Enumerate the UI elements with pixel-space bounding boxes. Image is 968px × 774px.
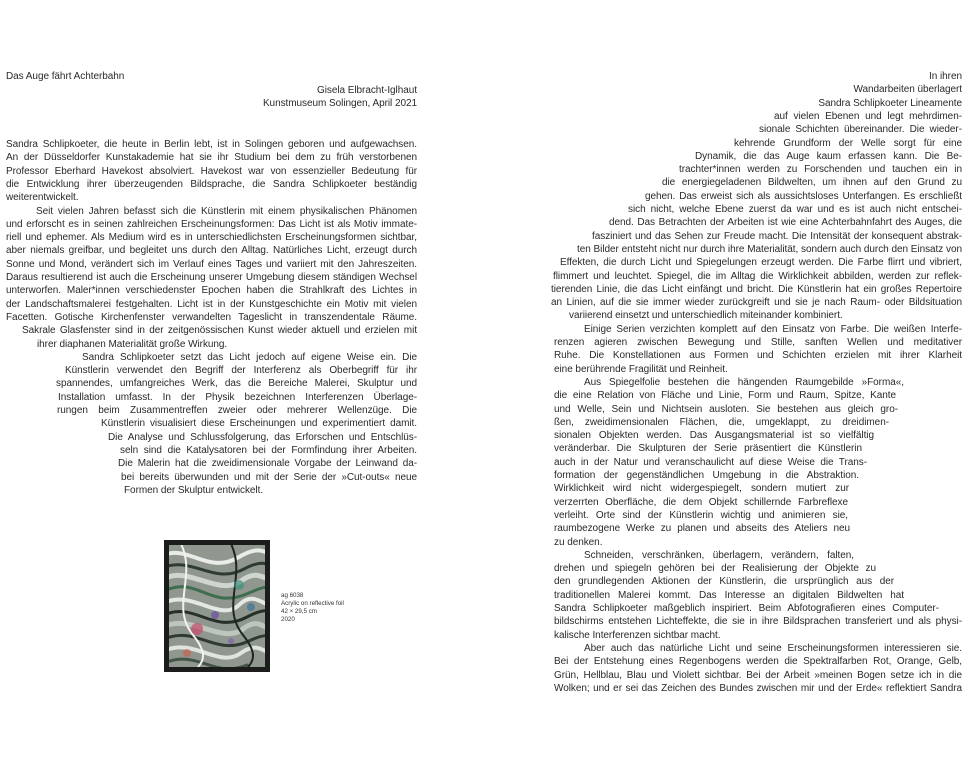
right-body-text-line: Wirklichkeit wird nicht widergespiegelt, sondern mutiert zur [554,483,849,495]
right-body-text-line: verzerrten Oberfläche, die dem Objekt schillernde Farbreflexe [554,496,848,508]
artwork-image [164,540,270,672]
left-body-text-line: An der Düsseldorfer Kunstakademie hat sie ihr Studium bei dem zu früh verstorbenen [6,152,417,164]
left-body-text-line: riell und ephemer. Als Medium wird es in unterschiedlichsten Erscheinungsformen sichtbar, [6,232,417,244]
right-body-text-line: kehrende Grundform der Welle sorgt für eine [734,137,962,149]
right-body-text-line: traditionellen Malerei kommt. Das Interesse an digitalen Bildwelten hat [554,589,904,601]
artwork-painting [169,545,265,667]
right-body-text-line: Grün, Hellblau, Blau und Violett sichtbar. Bei der Arbeit »meinen Bogen setze ich in die [554,669,962,681]
right-body-text-line: den grundlegenden Aktionen der Künstlerin, die ursprünglich aus der [554,576,894,588]
right-body-text-line: Bei der Entstehung eines Regenbogens werden die Spektralfarben Rot, Orange, Gelb, [554,656,962,668]
left-body-text-line: weiterentwickelt. [6,192,79,204]
right-body-text-line: dend. Das Betrachten der Arbeiten ist wie eine Achterbahnfahrt des Auges, die [609,217,962,229]
right-body-text-line: In ihren [929,71,962,82]
right-page [484,0,968,774]
right-body-text-line: zu denken. [554,536,603,548]
right-body-text-line: tierenden Linie, die das Licht einfängt und bricht. Die Künstlerin hat ein großes Repertoire [551,283,962,295]
right-body-text-line: bildschirms entstehen Lichteffekte, die sie in ihre Bildsprachen transferiert und als physi- [554,616,962,628]
right-body-text-line: Aus Spiegelfolie bestehen die hängenden Raumgebilde »Forma«, [584,376,904,388]
left-body-text-line: aber niemals greifbar, und begleitet uns durch den Alltag. Natürliches Licht, erzeugt durch [6,245,417,257]
caption-year: 2020 [281,616,295,623]
right-body-text-line: sionale Schichten übereinander. Die wieder- [759,124,962,136]
left-body-text-line: spannendes, umfangreiches Werk, das die Bereiche Malerei, Skulptur und [56,378,417,390]
right-body-text-line: Einige Serien verzichten komplett auf den Einsatz von Farbe. Die weißen Interfe- [584,323,962,335]
right-body-text-line: und Welle, Sein und Nichtsein ausloten. Sie bestehen aus gleich gro- [554,403,898,415]
author-name: Gisela Elbracht-Iglhaut [316,85,417,96]
right-body-text-line: Aber auch das natürliche Licht und seine Erscheinungsformen interessieren sie. [584,642,962,654]
right-body-text-line: gehen. Das erweist sich als aussichtsloses Unterfangen. Es erschließt [645,190,962,202]
right-body-text-line: drehen und spiegeln gehören bei der Realisierung der Objekte zu [554,563,876,575]
right-body-text-line: ten Bilder entsteht nicht nur durch ihre Materialität, sondern auch durch den Einsatz von [577,243,962,255]
left-body-text-line: Künstlerin verwendet den Begriff der Interferenz als Oberbegriff für ihr [65,365,417,377]
venue-date: Kunstmuseum Solingen, April 2021 [262,98,417,109]
right-body-text-line: die energiegeladenen Bildwelten, um ihnen auf den Grund zu [662,177,962,189]
right-body-text-line: veränderbar. Die Skulpturen der Serie präsentiert die Künstlerin [554,443,862,455]
left-body-text-line: Seit vielen Jahren befasst sich die Künstlerin mit einem physikalischen Phänomen [36,205,417,217]
left-body-text-line: Die Malerin hat die zweidimensionale Vorgabe der Leinwand da- [118,458,417,470]
left-body-text-line: Professor Eberhard Havekost absolviert. Havekost war von essenzieller Bedeutung für [6,165,417,177]
left-body-text-line: seln sind die Katalysatoren bei der Formfindung ihrer Arbeiten. [120,444,417,456]
left-body-text-line: Die Analyse und Schlussfolgerung, das Erforschen und Entschlüs- [108,431,417,443]
right-body-text-line: Sandra Schlipkoeter maßgeblich inspiriert. Beim Abfotografieren eines Computer- [554,603,939,614]
right-body-text-line: ßen, zweidimensionalen Flächen, die, umgeklappt, zu dreidimen- [554,416,889,428]
left-body-text-line: bei bereits überwunden und mit der Serie der »Cut-outs« neue [121,471,417,483]
right-body-text-line: Effekten, die durch Licht und Spiegelungen erzeugt werden. Die Farbe flirrt und vibriert, [560,257,962,269]
left-body-text-line: Daraus resultierend ist auch die Erscheinung unserer Umgebung diesem ständigen Wechsel [6,272,417,283]
left-body-text-line: Sonne und Mond, verändert sich im Verlauf eines Tages und variiert mit den Jahreszeiten. [6,258,417,270]
right-body-text-line: flimmert und leuchtet. Spiegel, die im Alltag die Wirklichkeit abbilden, werden zur reflek- [553,270,962,282]
right-body-text-line: auch in der Natur und veranschaulicht auf diese Weise die Trans- [554,456,867,468]
right-body-text-line: kalische Interferenzen sichtbar macht. [554,629,721,641]
left-body-text-line: Facetten. Gotische Kirchenfenster verwandelten Tageslicht in transzendentale Räume. [6,311,417,323]
right-body-text-line: auf vielen Ebenen und legt mehrdimen- [774,110,962,122]
right-body-text-line: die eine Relation von Fläche und Linie, Form und Raum, Spitze, Kante [554,390,896,402]
caption-title: ag 6038 [281,592,304,599]
essay-title: Das Auge fährt Achterbahn [6,71,125,82]
right-body-text-line: eine berührende Fragilität und Reinheit. [554,363,728,375]
right-body-text-line: fasziniert und das Sehen zur Freude macht. Die Intensität der konsequent abstrak- [592,230,962,242]
left-body-text-line: Sandra Schlipkoeter, die heute in Berlin lebt, ist in Solingen geboren und aufgewachsen. [6,139,417,150]
left-body-text-line: Installation umfasst. In der Physik bezeichnen Interferenzen Überlage- [58,391,417,403]
left-body-text-line: rungen beim Zusammentreffen zweier oder mehrerer Wellenzüge. Die [57,405,417,416]
left-body-text-line: Sandra Schlipkoeter setzt das Licht jedoch auf eigene Weise ein. Die [82,351,417,363]
right-body-text-line: Schneiden, verschränken, überlagern, verändern, falten, [584,549,854,561]
right-body-text-line: sich nicht, welche Ebene zuerst da war und es ist auch nicht entschei- [628,204,962,215]
left-body-text-line: Formen der Skulptur entwickelt. [124,484,264,496]
caption-medium: Acrylic on reflective foil [281,600,344,607]
left-body-text-line: unterworfen. Maler*innen verschiedenster Epochen haben die Strahlkraft des Lichtes in [6,285,417,297]
right-body-text-line: Ruhe. Die Konstellationen aus Formen und Schichten erzielen mit ihrer Klarheit [554,350,962,362]
right-body-text-line: Wolken; und er sei das Zeichen des Bundes zwischen mir und der Erde« reflektiert Sandra [554,682,962,694]
right-body-text-line: trachter*innen werden zu Forschenden und tauchen ein in [679,164,962,176]
left-body-text-line: die Entwicklung ihrer überzeugenden Bildsprache, die Sandra Schlipkoeter beständig [6,178,417,190]
left-body-text-line: ihrer diaphanen Materialität große Wirkung. [37,338,228,350]
right-body-text-line: verleiht. Orte sind der Künstlerin wichtig und animieren sie, [554,509,848,521]
right-body-text-line: Dynamik, die das Auge kaum erfassen kann. Die Be- [695,150,962,162]
right-body-text-line: Sandra Schlipkoeter Lineamente [818,97,962,109]
right-body-text-line: formation der gegenständlichen Umgebung in die Abstraktion. [554,470,859,481]
right-body-text-line: renzen agieren zwischen Bewegung und Stille, sanften Wellen und meditativer [554,337,962,348]
left-body-text-line: Künstlerin visualisiert diese Erscheinungen und experimentiert damit. [101,418,417,430]
right-body-text-line: variierend einsetzt und unterschiedlich miteinander kombiniert. [569,310,843,322]
right-body-text-line: raumbezogene Werke zu planen und abseits des Ateliers neu [554,523,850,535]
left-body-text-line: Sakrale Glasfenster sind in der zeitgenössischen Kunst wieder aktuell und erzielen mit [22,325,417,337]
right-body-text-line: an Linien, auf die sie immer wieder zurückgreift und sie je nach Raum- oder Bildsituation [551,297,962,309]
right-body-text-line: sionalen Objekten werden. Das Ausgangsmaterial ist so vielfältig [554,430,874,442]
left-body-text-line: der Landschaftsmalerei festgehalten. Licht ist in der Kunstgeschichte ein Motiv mit vielen [6,298,417,310]
caption-dimensions: 42 × 29,5 cm [281,608,317,615]
left-body-text-line: und erforscht es in seinen zahlreichen Erscheinungsformen: Das Licht ist als Motiv immate- [6,218,417,230]
right-body-text-line: Wandarbeiten überlagert [853,84,962,96]
